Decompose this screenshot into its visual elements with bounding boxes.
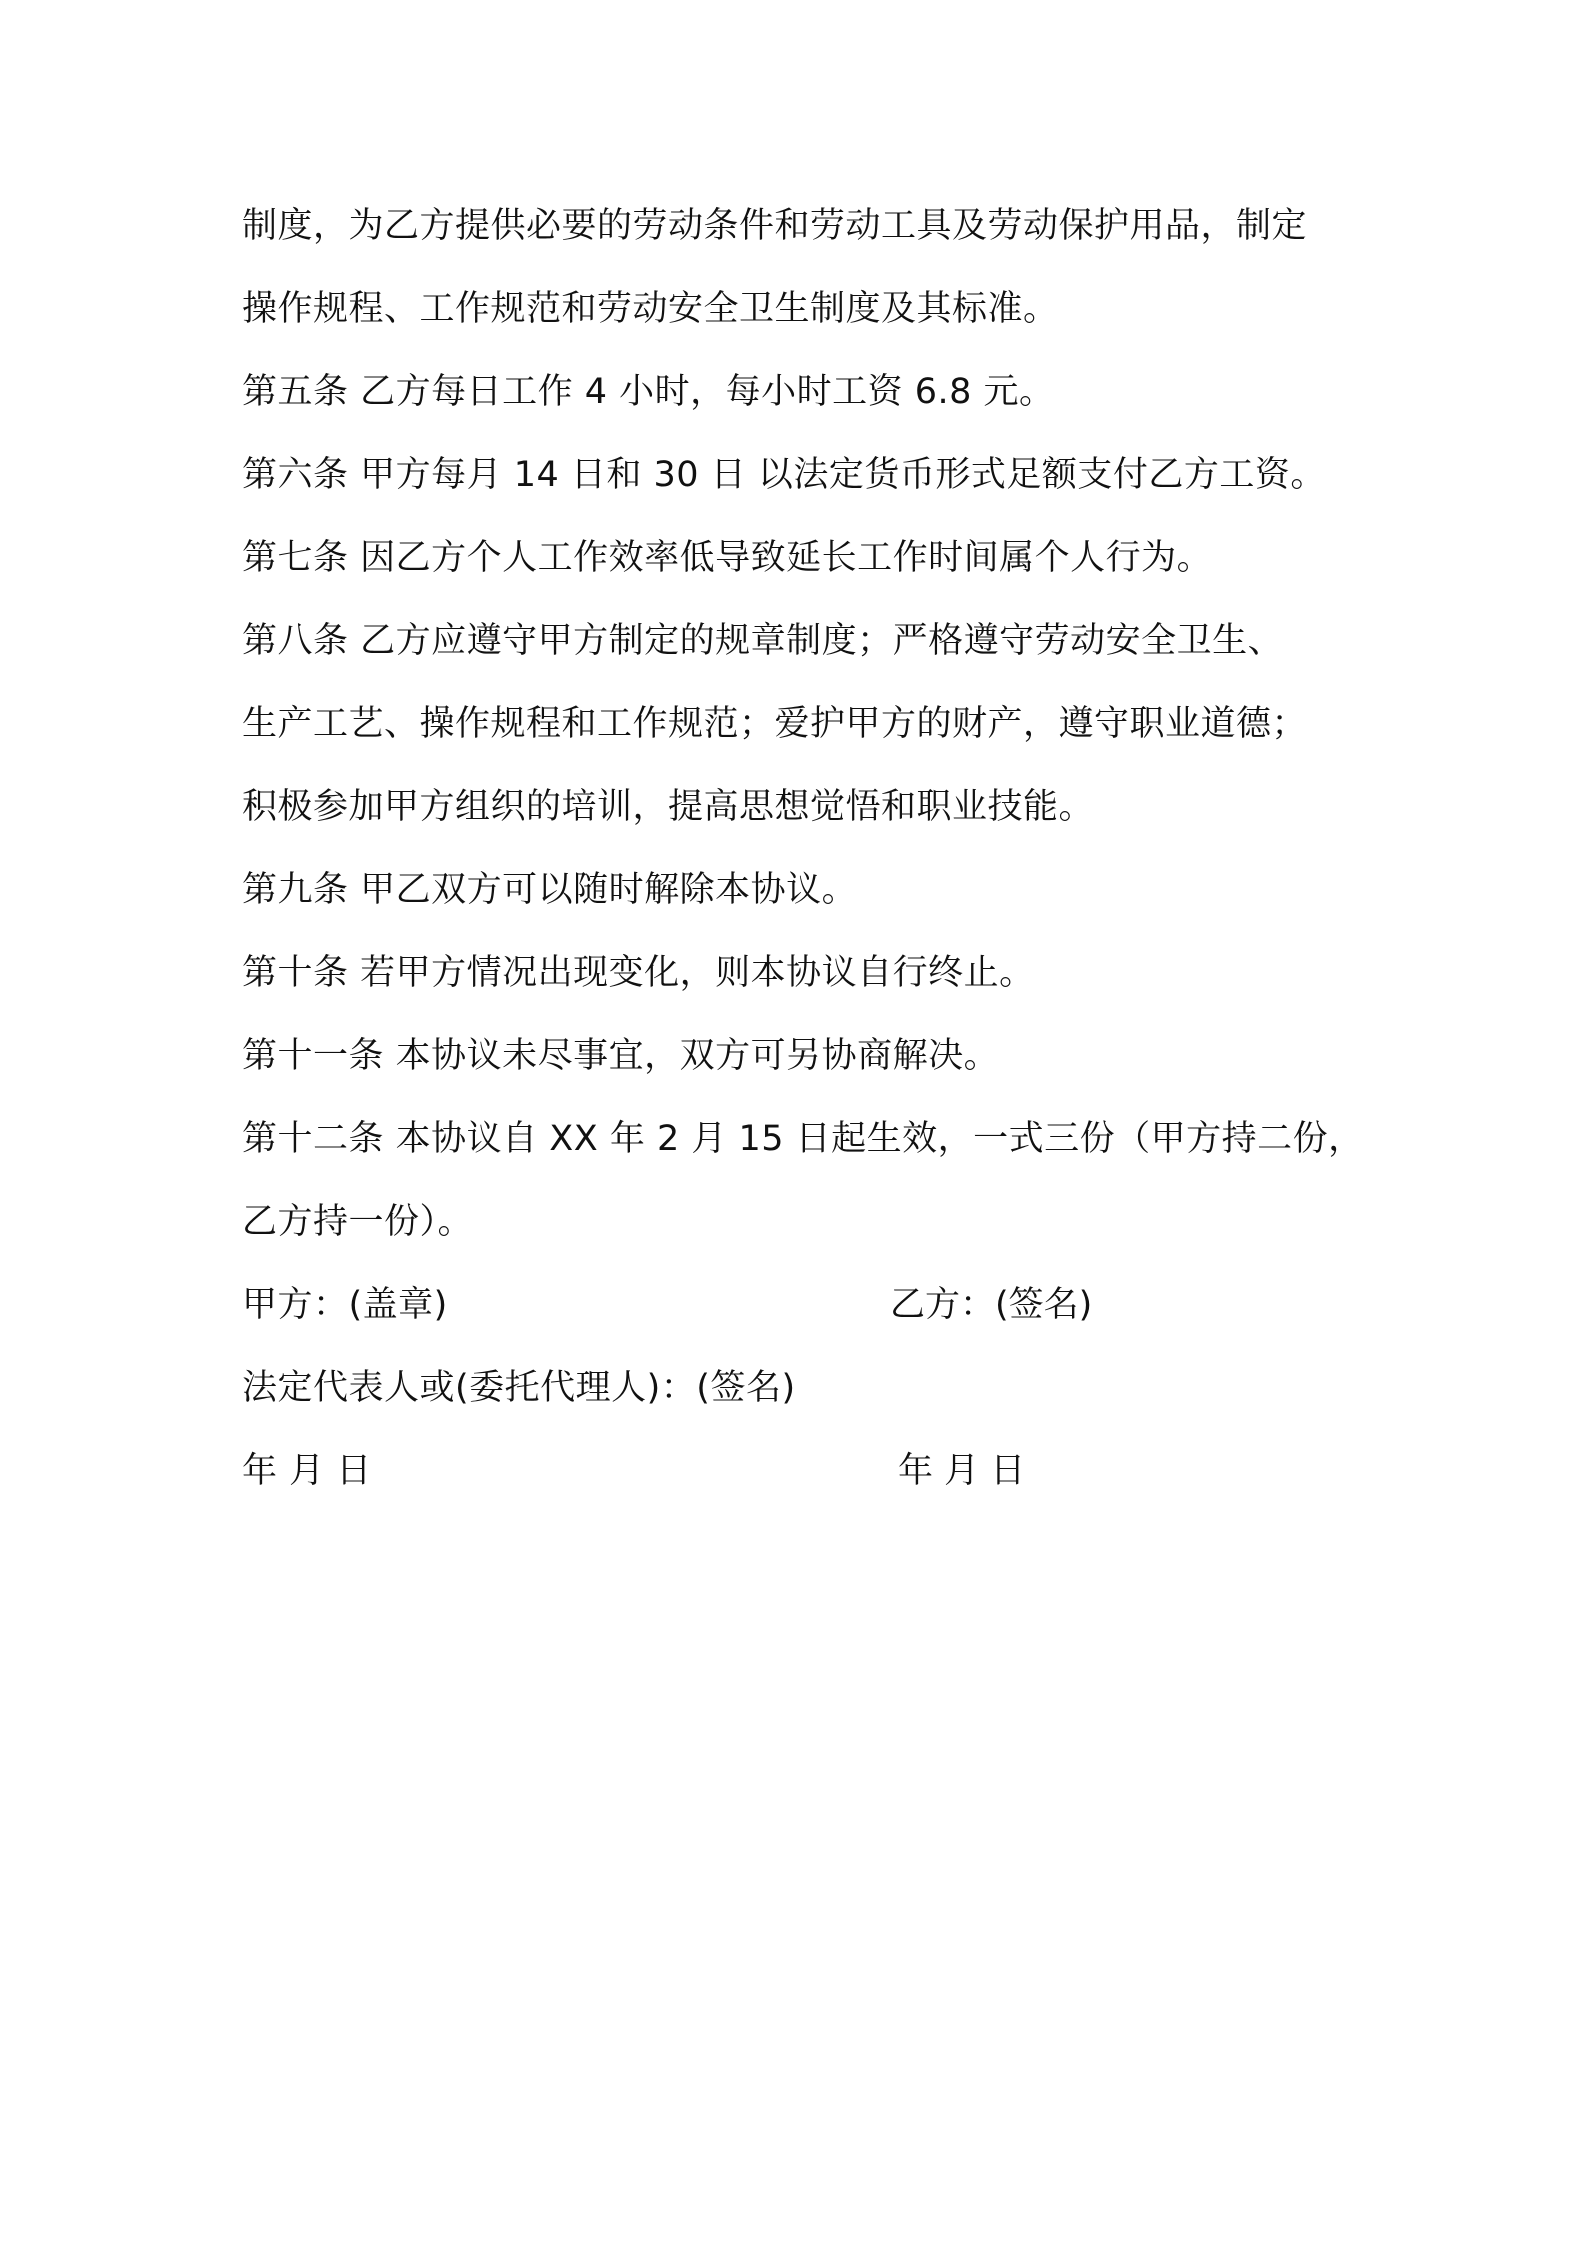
article-8-line-2: 生产工艺、操作规程和工作规范；爱护甲方的财产，遵守职业道德； — [242, 704, 1308, 744]
article-8-line-3: 积极参加甲方组织的培训，提高思想觉悟和职业技能。 — [242, 787, 1095, 827]
article-12-line-1: 第十二条 本协议自 XX 年 2 月 15 日起生效，一式三份（甲方持二份， — [242, 1119, 1364, 1159]
paragraph-line-1: 制度，为乙方提供必要的劳动条件和劳动工具及劳动保护用品，制定 — [242, 206, 1308, 246]
article-10: 第十条 若甲方情况出现变化，则本协议自行终止。 — [242, 953, 1035, 993]
party-b-signature-label: 乙方：(签名) — [890, 1285, 1093, 1325]
legal-representative-label: 法定代表人或(委托代理人)：(签名) — [242, 1368, 796, 1408]
article-9: 第九条 甲乙双方可以随时解除本协议。 — [242, 870, 858, 910]
article-5: 第五条 乙方每日工作 4 小时，每小时工资 6.8 元。 — [242, 372, 1055, 412]
party-a-seal-label: 甲方：(盖章) — [242, 1285, 448, 1325]
party-a-date: 年 月 日 — [242, 1451, 372, 1491]
party-b-date: 年 月 日 — [898, 1451, 1026, 1491]
article-6: 第六条 甲方每月 14 日和 30 日 以法定货币形式足额支付乙方工资。 — [242, 455, 1326, 495]
paragraph-line-2: 操作规程、工作规范和劳动安全卫生制度及其标准。 — [242, 289, 1059, 329]
article-12-line-2: 乙方持一份）。 — [242, 1202, 474, 1242]
article-8-line-1: 第八条 乙方应遵守甲方制定的规章制度；严格遵守劳动安全卫生、 — [242, 621, 1284, 661]
article-11: 第十一条 本协议未尽事宜，双方可另协商解决。 — [242, 1036, 1000, 1076]
article-7: 第七条 因乙方个人工作效率低导致延长工作时间属个人行为。 — [242, 538, 1213, 578]
